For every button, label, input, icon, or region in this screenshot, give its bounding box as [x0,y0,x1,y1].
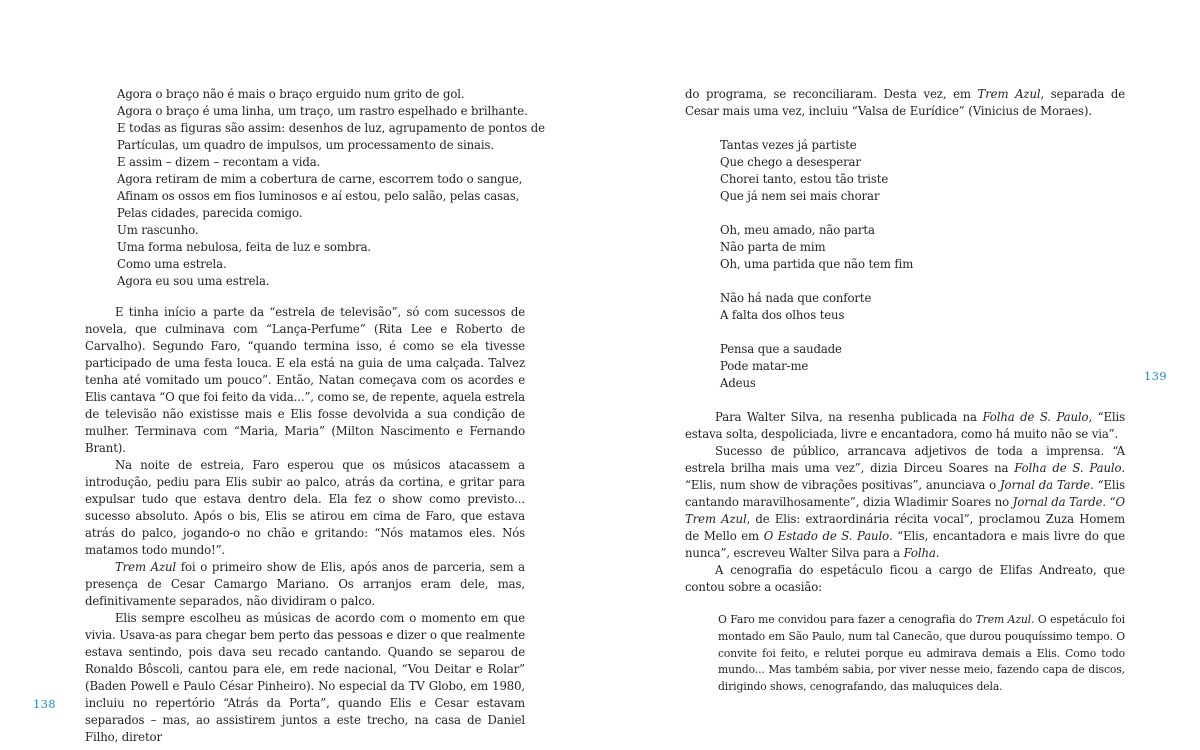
paragraph-continuation [685,86,1125,120]
poem-line: Agora retiram de mim a cobertura de carne, escorrem todo o sangue, [117,172,523,186]
text-run: A cenografia do espetáculo ficou a cargo de Elifas Andreato, que contou sobre a ocasião: [685,563,1125,594]
text-run: . “Elis cantando maravilhosamente”, dizia Wladimir Soares no [685,478,1126,509]
paragraph [685,443,1125,562]
paragraph [85,304,525,457]
poem-line: Uma forma nebulosa, feita de luz e sombra. [117,240,372,254]
lyrics-line: Oh, meu amado, não parta [720,223,875,237]
paragraph [85,457,525,559]
lyrics-line: Oh, uma partida que não tem fim [720,257,914,271]
text-run: Jornal da Tarde [1012,495,1103,509]
text-run: Trem Azul [975,613,1032,626]
paragraph [85,610,525,746]
text-run: . “ [1102,495,1116,509]
text-run: O Trem Azul [685,495,1126,526]
poem-line: Um rascunho. [117,223,199,237]
text-run: . “Elis, num show de vibrações positivas”, anunciava o [685,461,1125,492]
lyrics-stanza [720,290,1125,324]
text-run: , de Elis: extraordinária récita vocal”, proclamou Zuza Homem de Mello em [685,512,1125,543]
lyrics-line: Tantas vezes já partiste [720,138,857,152]
text-run: . [935,546,940,560]
lyrics-line: Não parta de mim [720,240,826,254]
poem-line: E todas as figuras são assim: desenhos de luz, agrupamento de pontos de [117,121,545,135]
poem-line: Agora o braço é uma linha, um traço, um rastro espelhado e brilhante. [117,104,528,118]
text-run: , separada de Cesar mais uma vez, incluiu “Valsa de Eurídice” (Vinicius de Moraes). [685,87,1126,118]
poem-line: Como uma estrela. [117,257,227,271]
lyrics-stanza [720,341,1125,392]
text-run: O Estado de S. Paulo [763,529,889,543]
lyrics-stanza [720,222,1125,273]
text-run: E tinha início a parte da “estrela de televisão”, só com sucessos de novela, que culminava com “Lança-Perfume” (Rita Lee e Roberto de Carvalho). Segundo Faro, “quando termina isso, é como se ela tivesse participado de uma festa louca. E ela está na guia de uma calçada. Talvez tenha até vomitado um pouco”. Então, Natan começava com os acordes e Elis cantava “O que foi feito da vida...”, como se, de repente, aquela estrela de televisão não existisse mais e Elis fosse devolvida a sua condição de mulher. Terminava com “Maria, Maria” (Milton Nascimento e Fernando Brant). [85,305,525,455]
poem-block [117,86,545,290]
lyrics-stanza [720,137,1125,205]
text-run: Folha de S. Paulo [982,410,1089,424]
text-run: Trem Azul [977,87,1041,101]
lyrics-line: A falta dos olhos teus [720,308,845,322]
lyrics-line: Chorei tanto, estou tão triste [720,172,889,186]
lyrics-line: Adeus [720,376,756,390]
text-run: . O espetáculo foi montado em São Paulo, num tal Canecão, que durou pouquíssimo tempo. O convite foi feito, e relutei porque eu admirava demais a Elis. Como todo mundo... Mas também sabia, por viver nesse meio, fazendo capa de discos, dirigindo shows, cenografando, das maluquices dela. [718,613,1125,694]
text-run: Sucesso de público, arrancava adjetivos de toda a imprensa. “A estrela brilha mais uma vez”, dizia Dirceu Soares na [685,444,1125,475]
text-run: do programa, se reconciliaram. Desta vez, em [685,87,978,101]
text-run: Folha de S. Paulo [1014,461,1122,475]
paragraph [685,409,1125,443]
text-run: Elis sempre escolheu as músicas de acordo com o momento em que vivia. Usava-as para chegar bem perto das pessoas e dizer o que realmente estava sentindo, pois dava seu recado cantando. Quando se separou de Ronaldo Bôscoli, cantou para ele, em rede nacional, “Vou Deitar e Rolar” (Baden Powell e Paulo César Pinheiro). No especial da TV Globo, em 1980, incluiu no repertório “Atrás da Porta”, quando Elis e Cesar estavam separados – mas, ao assistirem juntos a este trecho, na casa de Daniel Filho, diretor [85,611,525,744]
lyrics-line: Pode matar-me [720,359,809,373]
lyrics-line: Que chego a desesperar [720,155,861,169]
right-page [685,86,1125,696]
text-run: Na noite de estreia, Faro esperou que os músicos atacassem a introdução, pediu para Elis subir ao palco, atrás da cortina, e gritar para expulsar tudo que estava dentro dela. Ela fez o show como previsto... sucesso absoluto. Após o bis, Elis se atirou em cima de Faro, que estava atrás do palco, jogando-o no chão e gritando: “Nós matamos eles. Nós matamos todo mundo!”. [85,458,525,557]
lyrics-line: Que já nem sei mais chorar [720,189,880,203]
text-run: Trem Azul [115,560,177,574]
poem-line: Agora o braço não é mais o braço erguido num grito de gol. [117,87,465,101]
text-run: foi o primeiro show de Elis, após anos de parceria, sem a presença de Cesar Camargo Mariano. Os arranjos eram dele, mas, definitivamente separados, não dividiram o palco. [85,560,525,608]
poem-line: E assim – dizem – recontam a vida. [117,155,321,169]
poem-line: Agora eu sou uma estrela. [117,274,270,288]
page-number-left: 138 [33,697,56,711]
lyrics-line: Pensa que a saudade [720,342,842,356]
text-run: Folha [903,546,936,560]
left-page [85,86,545,746]
text-run: Para Walter Silva, na resenha publicada na [715,410,983,424]
poem-line: Pelas cidades, parecida comigo. [117,206,303,220]
text-run: Jornal da Tarde [999,478,1091,492]
text-run: , “Elis estava solta, despoliciada, livre e encantadora, como há muito não se via”. [685,410,1125,441]
blockquote [718,612,1125,696]
paragraph [685,562,1125,596]
song-lyrics-block [720,137,1125,392]
poem-line: Afinam os ossos em fios luminosos e aí estou, pelo salão, pelas casas, [117,189,520,203]
text-run: . “Elis, encantadora e mais livre do que nunca”, escreveu Walter Silva para a [685,529,1125,560]
lyrics-line: Não há nada que conforte [720,291,872,305]
page-number-right: 139 [1144,369,1167,383]
paragraph [85,559,525,610]
poem-line: Partículas, um quadro de impulsos, um processamento de sinais. [117,138,494,152]
text-run: O Faro me convidou para fazer a cenografia do [718,613,976,626]
